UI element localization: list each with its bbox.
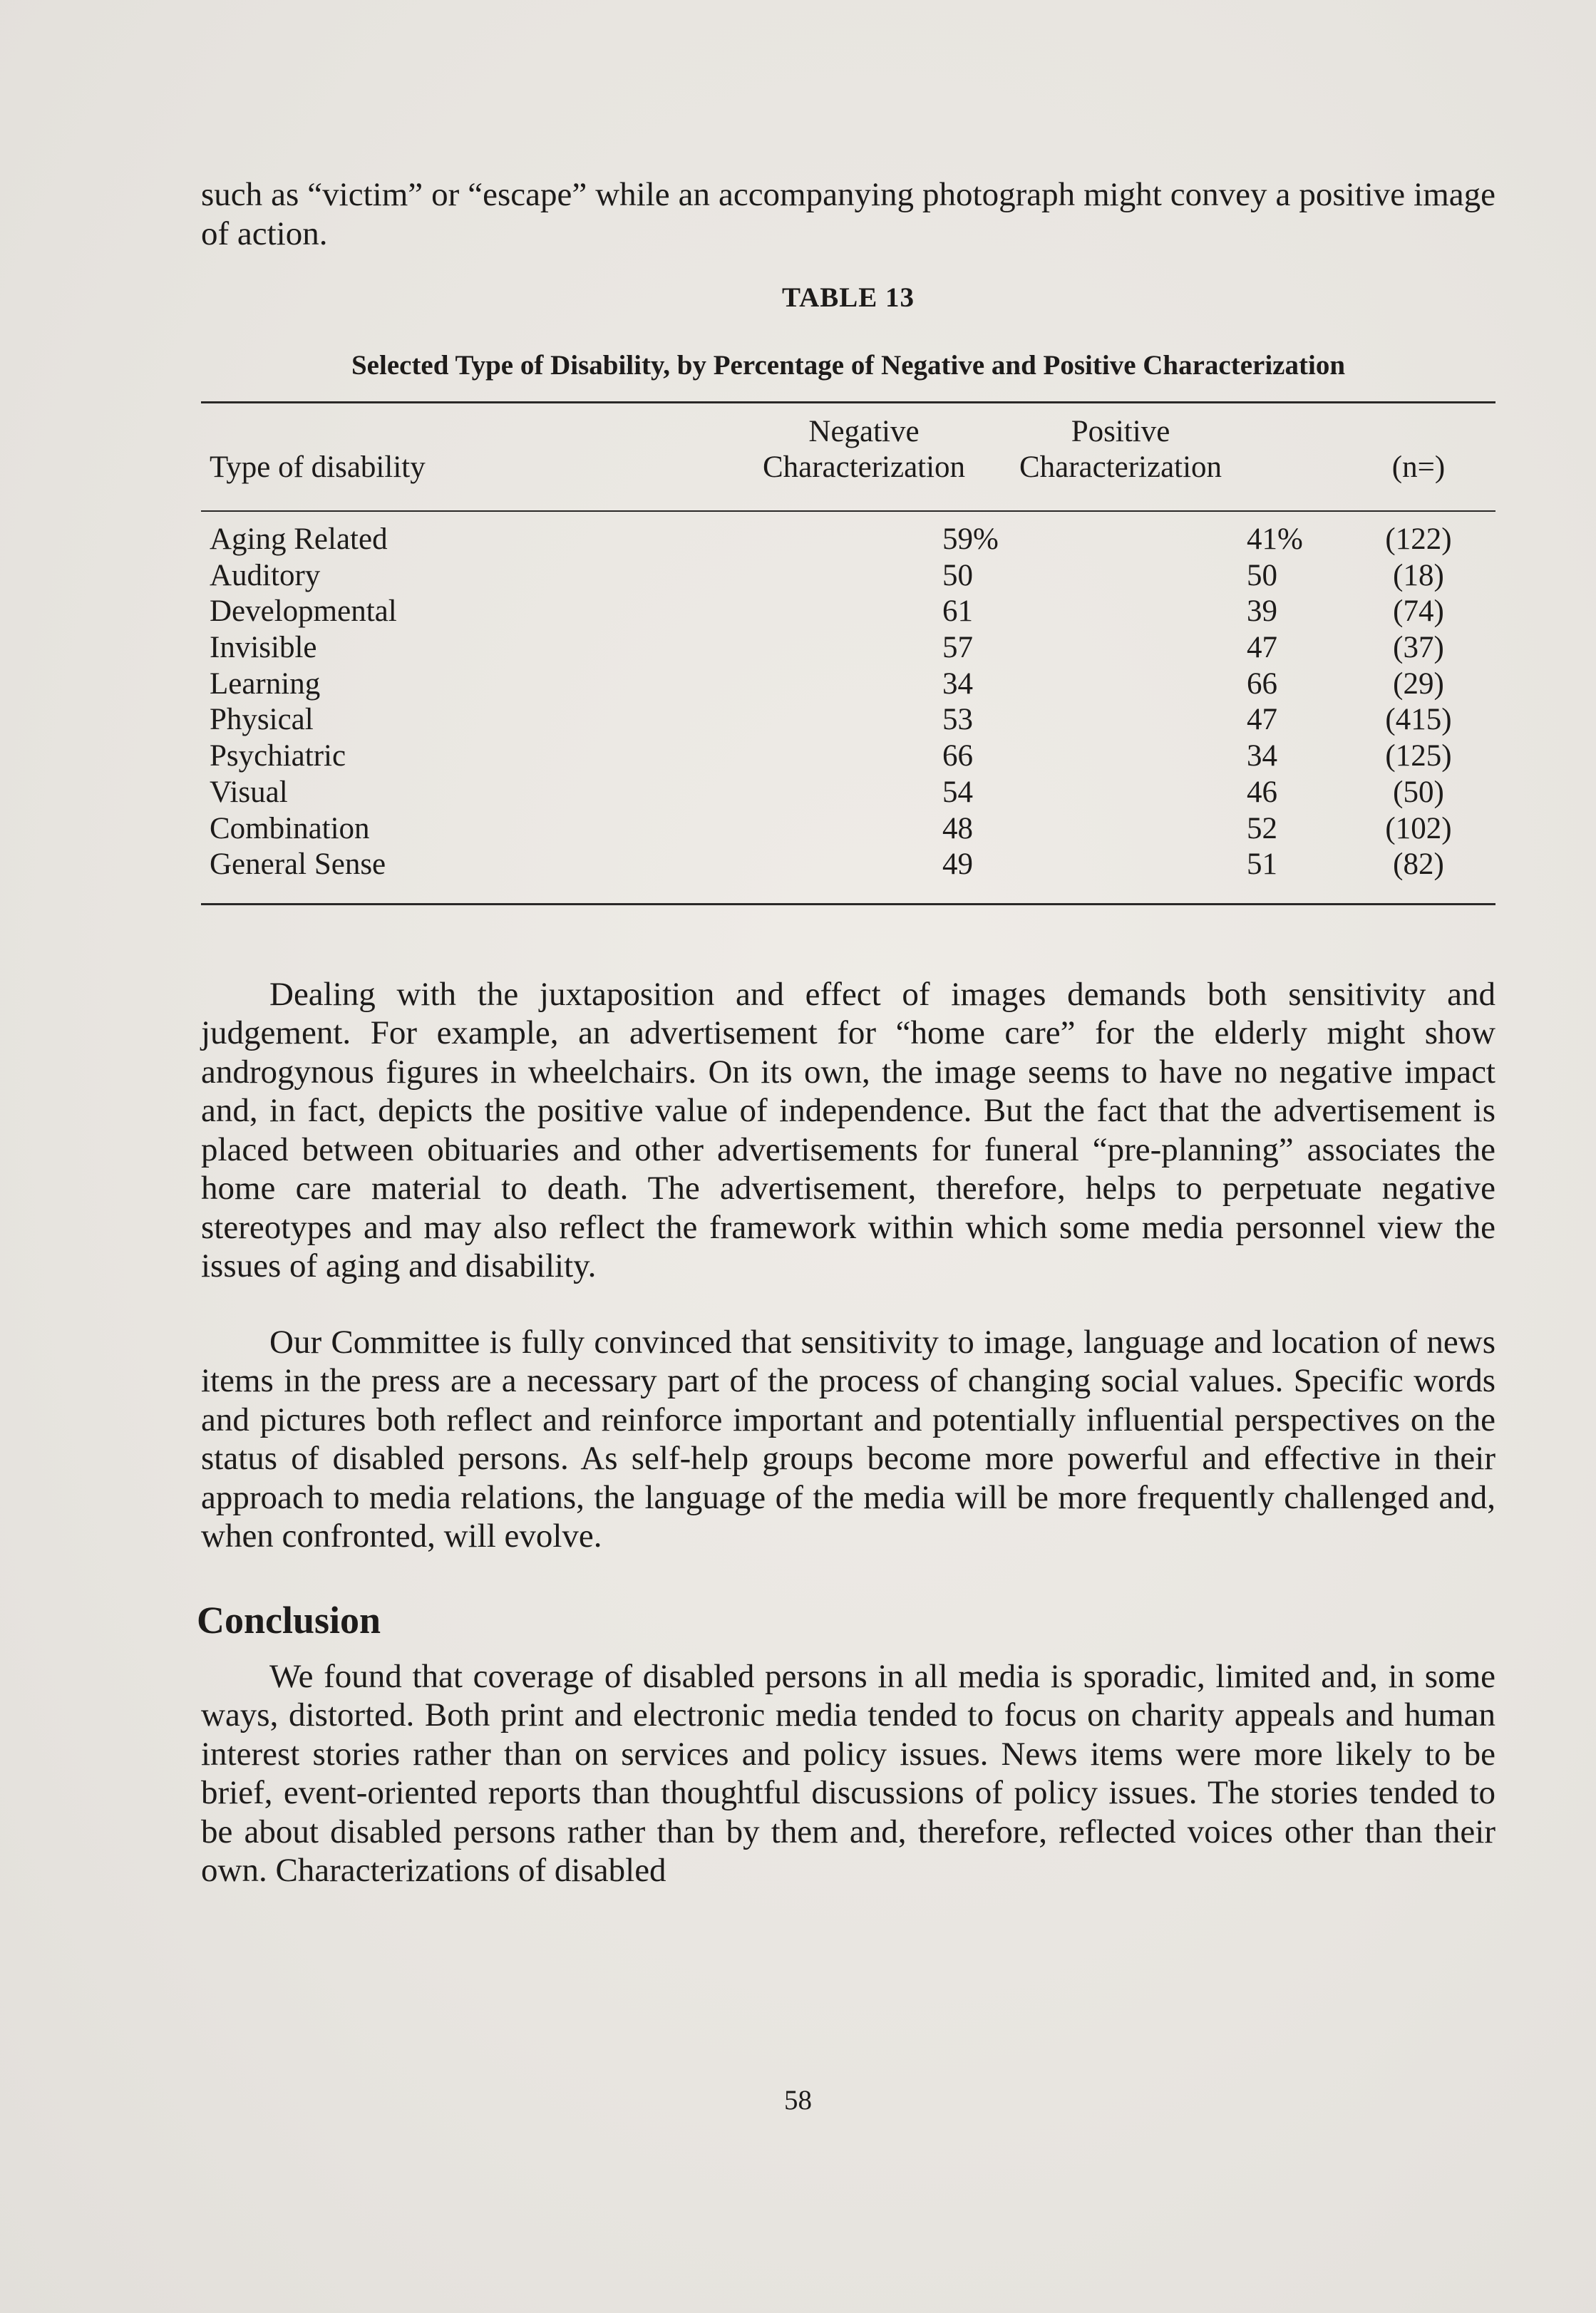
cell-type: Physical [210, 703, 314, 737]
cell-negative: 66 [942, 739, 973, 773]
table-header [201, 403, 1495, 512]
header-negative [743, 414, 985, 485]
table-row [201, 522, 1495, 558]
cell-type: Psychiatric [210, 739, 346, 773]
disability-table [201, 401, 1495, 905]
cell-type: Visual [210, 775, 288, 809]
page-content [197, 175, 1495, 1890]
cell-type: General Sense [210, 848, 386, 882]
header-positive-line2: Characterization [1019, 450, 1222, 484]
table-row [201, 558, 1495, 594]
cell-negative: 61 [942, 594, 973, 629]
header-positive-line1: Positive [1071, 415, 1170, 448]
cell-positive: 39 [1247, 594, 1277, 629]
table-row [201, 811, 1495, 848]
header-negative-line2: Characterization [762, 450, 966, 484]
cell-n: (82) [1393, 848, 1444, 882]
header-negative-line1: Negative [808, 415, 920, 448]
cell-positive: 47 [1247, 631, 1277, 665]
cell-negative: 49 [942, 848, 973, 882]
cell-n: (74) [1393, 594, 1444, 629]
cell-positive: 52 [1247, 811, 1277, 845]
cell-negative: 59% [942, 522, 999, 556]
table-row [201, 666, 1495, 703]
cell-n: (415) [1385, 703, 1452, 737]
table-title: TABLE 13 [781, 282, 915, 313]
table-row [201, 630, 1495, 666]
cell-positive: 47 [1247, 703, 1277, 737]
cell-positive: 34 [1247, 739, 1277, 773]
table-row [201, 847, 1495, 883]
cell-negative: 50 [942, 558, 973, 592]
table-row [201, 738, 1495, 775]
table-row [201, 702, 1495, 738]
cell-n: (122) [1385, 522, 1452, 556]
table-subtitle: Selected Type of Disability, by Percentage of Negative and Positive Characterization [351, 350, 1346, 381]
table-row [201, 594, 1495, 630]
cell-n: (125) [1385, 739, 1452, 773]
cell-negative: 57 [942, 631, 973, 665]
cell-n: (50) [1393, 775, 1444, 809]
cell-positive: 51 [1247, 848, 1277, 882]
cell-n: (37) [1393, 631, 1444, 665]
cell-type: Invisible [210, 631, 317, 665]
paragraph-conclusion: We found that coverage of disabled persons in all media is sporadic, limited and, in some ways, distorted. Both print and electronic media tended to focus on charity appeals and human interest stories rather than on services and policy issues. News items were more likely to be brief, event-oriented reports than thoughtful discussions of policy issues. The stories tended to be about disabled persons rather than by them and, therefore, reflected voices other than their own. Characterizations of disabled [201, 1657, 1495, 1890]
cell-positive: 46 [1247, 775, 1277, 809]
intro-paragraph: such as “victim” or “escape” while an accompanying photograph might convey a positive image of action. [201, 176, 1495, 252]
cell-positive: 50 [1247, 558, 1277, 592]
cell-positive: 41% [1247, 522, 1303, 556]
cell-n: (29) [1393, 666, 1444, 701]
paragraph-images: Dealing with the juxtaposition and effect of images demands both sensitivity and judgement. For example, an advertisement for “home care” for the elderly might show androgynous figures in wheelchairs. On its own, the image seems to have no negative impact and, in fact, depicts the positive value of independence. But the fact that the advertisement is placed between obituaries and other advertisements for funeral “pre-planning” associates the home care material to death. The advertisement, therefore, helps to perpetuate negative stereotypes and may also reflect the framework within which some media personnel view the issues of aging and disability. [201, 975, 1495, 1285]
cell-type: Aging Related [210, 522, 388, 556]
cell-negative: 54 [942, 775, 973, 809]
header-n: (n=) [1391, 450, 1446, 484]
cell-n: (18) [1393, 558, 1444, 592]
cell-negative: 34 [942, 666, 973, 701]
cell-type: Learning [210, 666, 321, 701]
cell-type: Combination [210, 811, 370, 845]
cell-negative: 53 [942, 703, 973, 737]
cell-type: Auditory [210, 558, 321, 592]
cell-n: (102) [1385, 811, 1452, 845]
table-row [201, 775, 1495, 811]
page-number: 58 [784, 2085, 812, 2116]
header-type-of-disability: Type of disability [210, 450, 426, 484]
cell-positive: 66 [1247, 666, 1277, 701]
table-body [201, 512, 1495, 883]
cell-type: Developmental [210, 594, 397, 629]
conclusion-heading: Conclusion [197, 1598, 381, 1642]
paragraph-committee: Our Committee is fully convinced that sensitivity to image, language and location of news items in the press are a necessary part of the process of changing social values. Specific words and pictures both reflect and reinforce important and potentially influential perspectives on the status of disabled persons. As self-help groups become more powerful and effective in their approach to media relations, the language of the media will be more frequently challenged and, when confronted, will evolve. [201, 1323, 1495, 1555]
header-positive [999, 414, 1242, 485]
cell-negative: 48 [942, 811, 973, 845]
